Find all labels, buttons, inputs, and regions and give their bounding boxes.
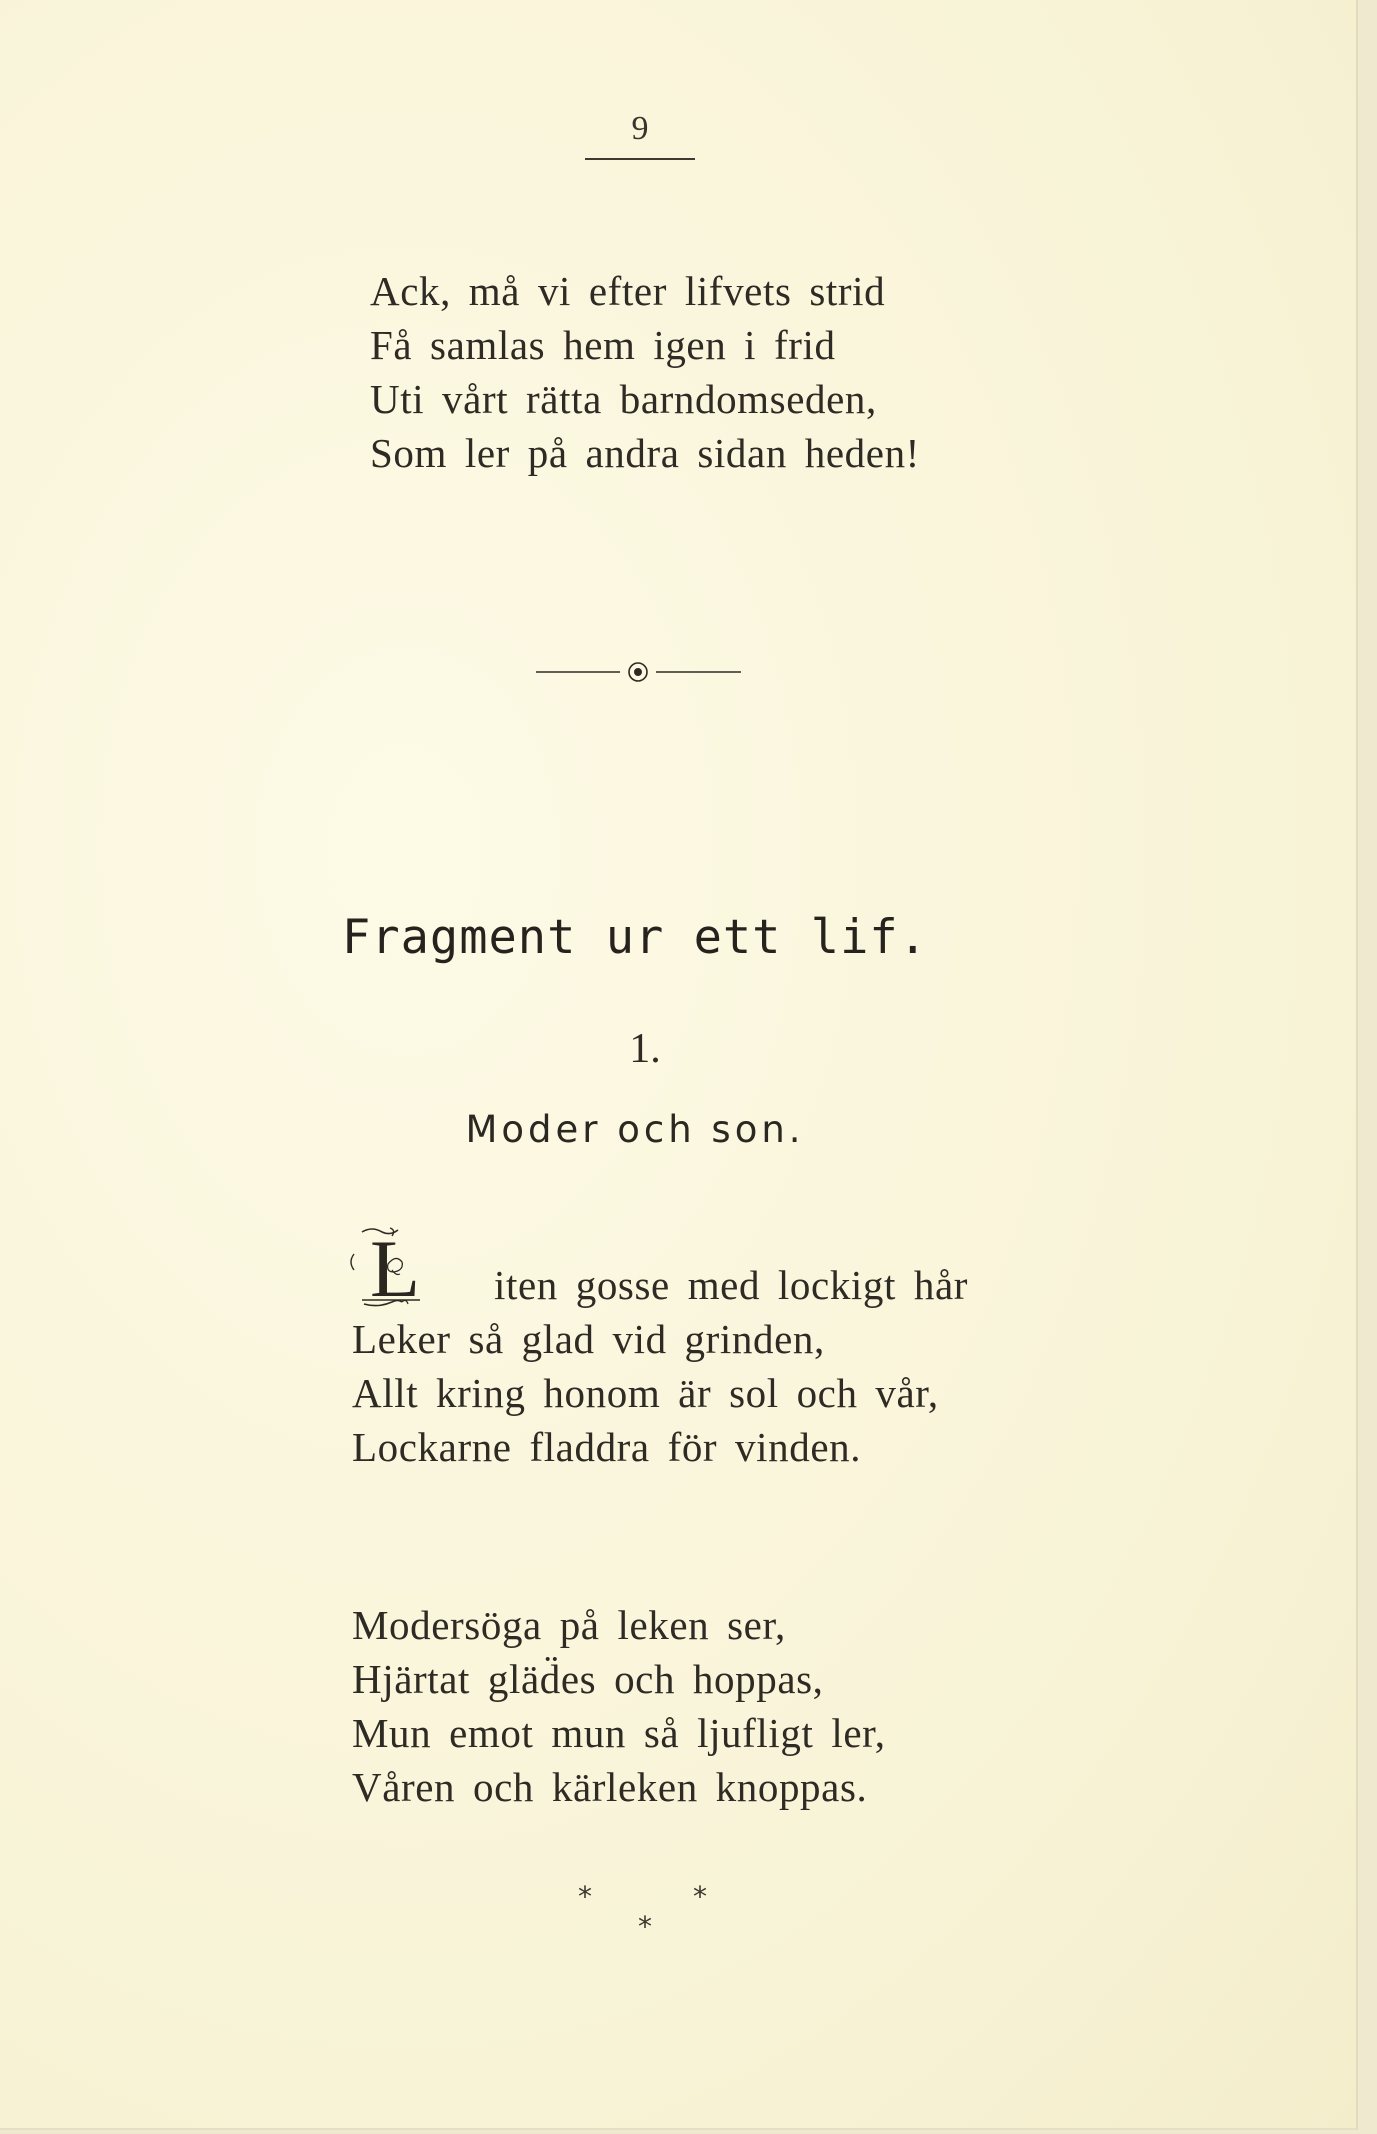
asterism-divider — [578, 1880, 718, 1960]
verse-line: Modersöga på leken ser, — [352, 1602, 786, 1648]
page-number-rule — [585, 158, 695, 160]
verse-line: Mun emot mun så ljufligt ler, — [352, 1710, 886, 1756]
page-number-block — [585, 112, 695, 160]
verse-line: Våren och kärleken knoppas. — [352, 1764, 868, 1810]
poem-title: Fragment ur ett lif. — [342, 910, 928, 965]
asterisk: * — [638, 1910, 652, 1943]
stanza-closing — [370, 264, 920, 480]
asterisk: * — [693, 1880, 707, 1913]
ornament-dot — [634, 668, 642, 676]
section-heading: Moder och son. — [465, 1108, 805, 1151]
stanza-two — [352, 1598, 886, 1814]
verse-line: Som ler på andra sidan heden! — [370, 430, 920, 476]
ornament-divider — [536, 660, 741, 684]
verse-line: Leker så glad vid grinden, — [352, 1316, 825, 1362]
stanza-one — [352, 1258, 968, 1474]
verse-line: Lockarne fladdra för vinden. — [352, 1424, 862, 1470]
part-number: 1. — [629, 1026, 661, 1072]
verse-line: Få samlas hem igen i frid — [370, 322, 836, 368]
verse-line: Ack, må vi efter lifvets strid — [370, 268, 886, 314]
drop-cap-letter: L — [370, 1223, 421, 1314]
verse-line: iten gosse med lockigt hår — [494, 1262, 968, 1308]
page-number: 9 — [631, 110, 649, 147]
verse-line: Uti vårt rätta barndomseden, — [370, 376, 877, 422]
verse-line: Allt kring honom är sol och vår, — [352, 1370, 939, 1416]
verse-line: Hjärtat gläd̈es och hoppas, — [352, 1656, 824, 1702]
asterisk: * — [578, 1880, 592, 1913]
